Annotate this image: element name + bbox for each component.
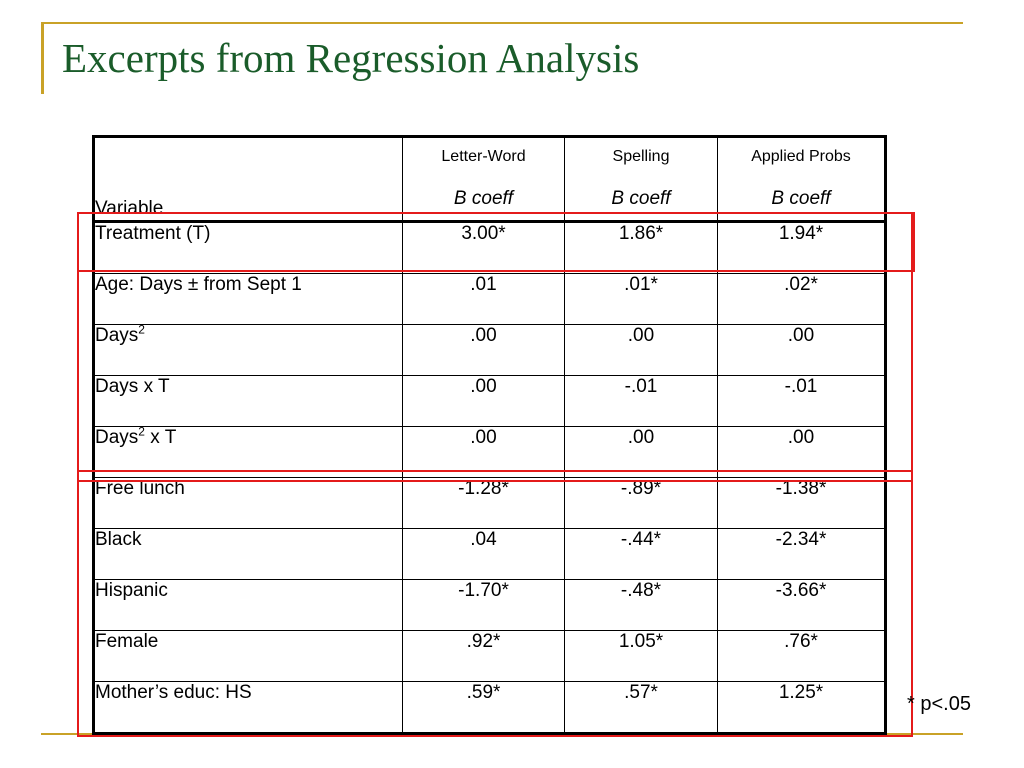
value-cell: -1.70* xyxy=(403,580,565,631)
column-subheader: B coeff xyxy=(453,188,514,209)
variable-cell: Black xyxy=(94,529,403,580)
value-cell: .76* xyxy=(718,631,886,682)
value-cell: -.89* xyxy=(565,478,718,529)
value-cell: .00 xyxy=(565,325,718,376)
value-cell: .00 xyxy=(403,376,565,427)
variable-cell: Free lunch xyxy=(94,478,403,529)
column-name: Letter-Word xyxy=(441,148,526,165)
variable-cell: Treatment (T) xyxy=(94,222,403,274)
value-cell: .01* xyxy=(565,274,718,325)
variable-cell: Age: Days ± from Sept 1 xyxy=(94,274,403,325)
variable-cell: Days x T xyxy=(94,376,403,427)
value-cell: -1.28* xyxy=(403,478,565,529)
variable-column-header: Variable xyxy=(94,137,403,222)
value-cell: .57* xyxy=(565,682,718,734)
value-cell: 1.94* xyxy=(718,222,886,274)
variable-suffix: x T xyxy=(144,427,177,448)
column-subheader: B coeff xyxy=(771,188,831,209)
value-cell: .92* xyxy=(403,631,565,682)
variable-cell: Mother’s educ: HS xyxy=(94,682,403,734)
value-cell: -.48* xyxy=(565,580,718,631)
value-cell: .00 xyxy=(718,427,886,478)
variable-cell: Hispanic xyxy=(94,580,403,631)
value-cell: .59* xyxy=(403,682,565,734)
value-cell: 1.05* xyxy=(565,631,718,682)
value-cell: .00 xyxy=(718,325,886,376)
value-cell: 1.86* xyxy=(565,222,718,274)
variable-label: Days xyxy=(95,427,139,448)
value-cell: .00 xyxy=(403,325,565,376)
column-name: Spelling xyxy=(612,148,670,165)
decorative-top-rule xyxy=(41,22,963,24)
spelling-column-header xyxy=(565,137,718,222)
value-cell: .01 xyxy=(403,274,565,325)
significance-footnote: * p<.05 xyxy=(907,693,971,715)
decorative-vertical-rule xyxy=(41,22,44,94)
value-cell: .00 xyxy=(403,427,565,478)
value-cell: -.44* xyxy=(565,529,718,580)
slide-title: Excerpts from Regression Analysis xyxy=(62,35,640,81)
value-cell: .00 xyxy=(565,427,718,478)
demographics-highlight-box xyxy=(77,470,913,737)
letter-word-column-header xyxy=(403,137,565,222)
applied-probs-column-header xyxy=(718,137,886,222)
value-cell: -1.38* xyxy=(718,478,886,529)
column-subheader: B coeff xyxy=(611,188,671,209)
variable-cell: Female xyxy=(94,631,403,682)
variable-label: Days xyxy=(95,325,139,346)
superscript: 2 xyxy=(138,424,145,439)
column-name: Applied Probs xyxy=(751,148,851,165)
value-cell: -3.66* xyxy=(718,580,886,631)
value-cell: -2.34* xyxy=(718,529,886,580)
value-cell: 3.00* xyxy=(403,222,565,274)
age-terms-highlight-box xyxy=(77,212,913,482)
value-cell: -.01 xyxy=(718,376,886,427)
value-cell: .02* xyxy=(718,274,886,325)
value-cell: -.01 xyxy=(565,376,718,427)
superscript: 2 xyxy=(138,322,145,337)
table-header-row xyxy=(94,137,886,222)
value-cell: 1.25* xyxy=(718,682,886,734)
value-cell: .04 xyxy=(403,529,565,580)
